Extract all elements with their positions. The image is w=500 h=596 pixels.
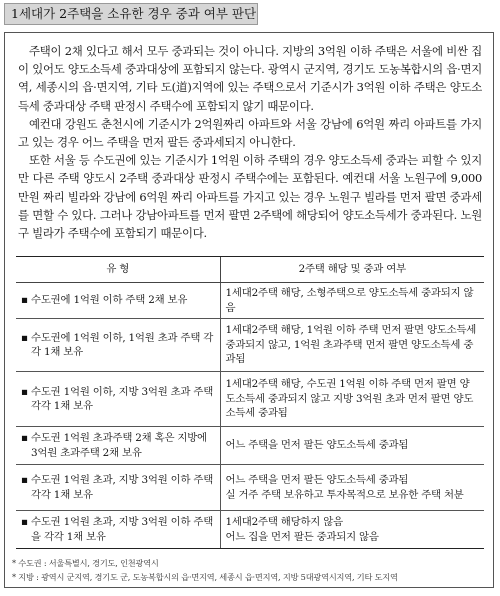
footnotes (12, 556, 490, 584)
paragraph-3: 또한 서울 등 수도권에 있는 기준시가 1억원 이하 주택의 경우 양도소득세 중과는 피할 수 있지만 다른 주택 양도시 2주택 중과대상 판정시 주택수에는 포함된다. 예컨대 서울 노원구에 9,000만원 짜리 빌라와 강남에 6억원 짜리 아파트를 가지고 있는 경우 노원구 빌라를 먼저 팔면 중과세를 면할 수 있다. 그러나 강남아파트를 먼저 팔면 2주택에 해당되어 양도소득세가 중과된다. 노원구 빌라가 주택수에 포함되기 때문이다. (18, 153, 482, 241)
type-cell (16, 372, 220, 427)
table-row (16, 372, 484, 427)
result-cell: 1세대2주택 해당하지 않음 어느 집을 먼저 팔든 중과되지 않음 (220, 511, 484, 549)
table-row (16, 319, 484, 372)
table-row (16, 427, 484, 465)
footnote-local-area: * 지방 : 광역시 군지역, 경기도 군, 도농복합시의 읍·면지역, 세종시 읍·면지역, 지방 5대광역시지역, 기타 도지역 (12, 572, 398, 582)
house-type-table (16, 256, 484, 549)
type-text: 수도권 1억원 이하, 지방 3억원 초과 주택 각각 1채 보유 (31, 385, 214, 412)
section-title: 1세대가 2주택을 소유한 경우 중과 여부 판단 (4, 3, 258, 25)
body-text (18, 42, 482, 242)
type-cell (16, 319, 220, 372)
result-cell: 1세대2주택 해당, 1억원 이하 주택 먼저 팔면 양도소득세 중과되지 않고, 1억원 초과주택 먼저 팔면 양도소득세 중과됨 (220, 319, 484, 372)
bullet-icon: ▪ (21, 331, 28, 344)
bullet-icon: ▪ (21, 432, 28, 444)
type-text: 수도권 1억원 초과, 지방 3억원 이하 주택을 각각 1채 보유 (31, 516, 214, 543)
type-cell (16, 511, 220, 549)
result-cell: 어느 주택을 먼저 팔든 양도소득세 중과됨 실 거주 주택 보유하고 투자목적으로 보유한 주택 처분 (220, 465, 484, 511)
paragraph-2: 예컨대 강원도 춘천시에 기준시가 2억원짜리 아파트와 서울 강남에 6억원 짜리 아파트를 가지고 있는 경우 어느 주택을 먼저 팔든 중과세되지 아니한다. (18, 116, 482, 150)
bullet-icon: ▪ (21, 385, 28, 398)
footnote-capital-area: * 수도권 : 서울특별시, 경기도, 인천광역시 (12, 558, 159, 568)
result-cell: 1세대2주택 해당, 소형주택으로 양도소득세 중과되지 않음 (220, 283, 484, 319)
type-text: 수도권에 1억원 이하, 1억원 초과 주택 각각 1채 보유 (31, 331, 214, 358)
result-cell: 어느 주택을 먼저 팔든 양도소득세 중과됨 (220, 427, 484, 465)
type-text: 수도권 1억원 초과주택 2채 혹은 지방에 3억원 초과주택 2채 보유 (31, 432, 207, 459)
table-row (16, 465, 484, 511)
paragraph-1: 주택이 2채 있다고 해서 모두 중과되는 것이 아니다. 지방의 3억원 이하 주택은 서울에 비싼 집이 있어도 양도소득세 중과대상에 포함되지 않는다. 광역시 군지역, 경기도 도농복합시의 읍·면지역, 세종시의 읍·면지역, 기타 도(道)지역에 있는 주택으로서 기준시가 3억원 이하 주택은 양도소득세 중과대상 주택 판정시 주택수에 포함되지 않기 때문이다. (18, 44, 482, 113)
type-cell (16, 427, 220, 465)
header-result: 2주택 해당 및 중과 여부 (220, 257, 484, 283)
table-row (16, 511, 484, 549)
result-cell: 1세대2주택 해당, 수도권 1억원 이하 주택 먼저 팔면 양도소득세 중과되지 않고 지방 3억원 초과 먼저 팔면 양도소득세 중과됨 (220, 372, 484, 427)
bullet-icon: ▪ (21, 294, 28, 307)
table-header-row (16, 257, 484, 283)
type-text: 수도권에 1억원 이하 주택 2채 보유 (31, 294, 188, 307)
type-text: 수도권 1억원 초과, 지방 3억원 이하 주택 각각 1채 보유 (31, 474, 214, 501)
header-type: 유 형 (16, 257, 220, 283)
type-cell (16, 283, 220, 319)
table-row (16, 283, 484, 319)
bullet-icon: ▪ (21, 474, 28, 486)
type-cell (16, 465, 220, 511)
bullet-icon: ▪ (21, 516, 28, 528)
